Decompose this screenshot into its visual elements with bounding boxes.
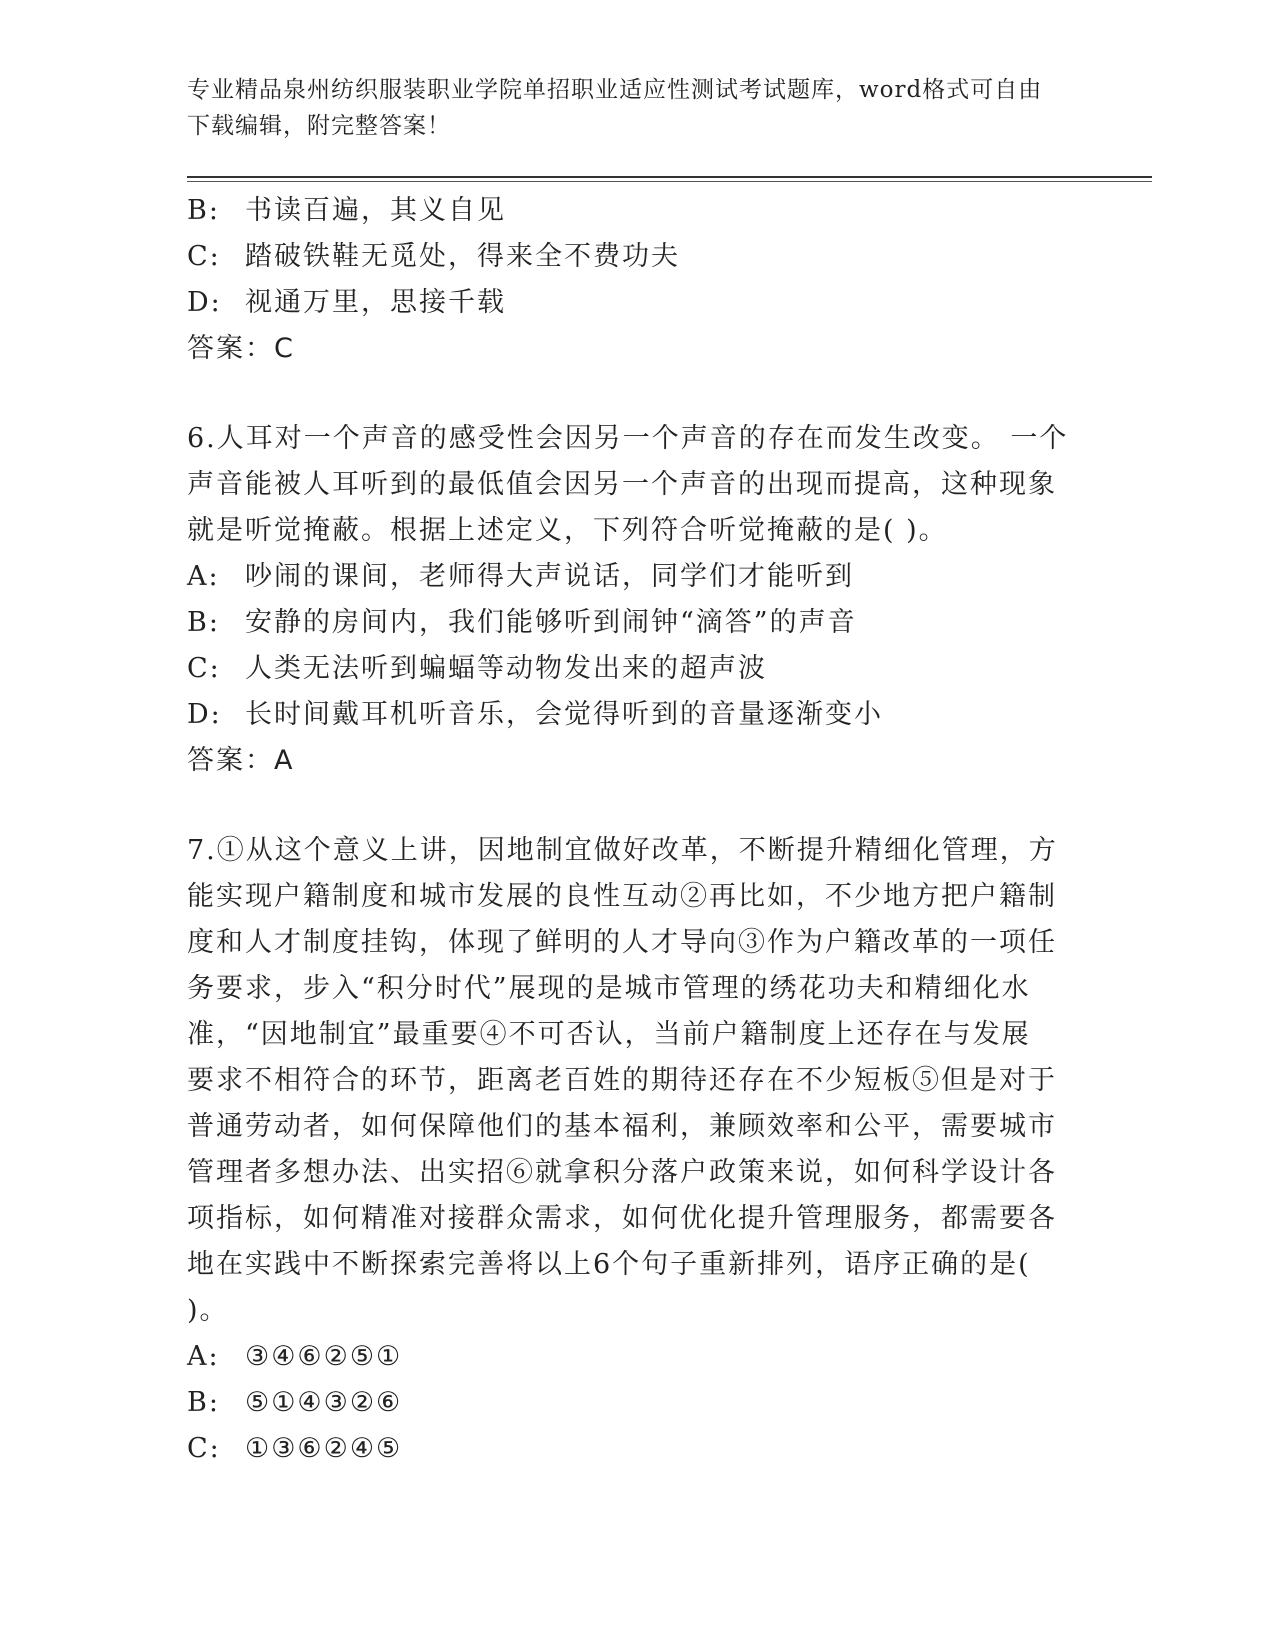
stem-line: 项指标，如何精准对接群众需求，如何优化提升管理服务，都需要各: [187, 1203, 1057, 1234]
option-text: 踏破铁鞋无觅处，得来全不费功夫: [245, 241, 680, 272]
option-d: [187, 280, 1087, 326]
stem-line: 务要求，步入“积分时代”展现的是城市管理的绣花功夫和精细化水: [187, 973, 1031, 1004]
stem-line: 就是听觉掩蔽。根据上述定义，下列符合听觉掩蔽的是( )。: [187, 515, 948, 546]
option-text: 安静的房间内，我们能够听到闹钟“滴答”的声音: [245, 607, 857, 638]
question-7: [187, 828, 1087, 1472]
header-divider-thin: [187, 181, 1152, 182]
stem-line: 6.人耳对一个声音的感受性会因另一个声音的存在而发生改变。 一个: [187, 423, 1069, 454]
stem-line: 能实现户籍制度和城市发展的良性互动②再比如，不少地方把户籍制: [187, 881, 1057, 912]
stem-line: 管理者多想办法、出实招⑥就拿积分落户政策来说，如何科学设计各: [187, 1157, 1057, 1188]
option-key: A:: [187, 561, 220, 592]
answer-line: 答案：C: [187, 333, 295, 364]
option-text: 长时间戴耳机听音乐，会觉得听到的音量逐渐变小: [245, 699, 883, 730]
option-a: [187, 554, 1087, 600]
spacer: [187, 784, 1087, 828]
question-5: [187, 188, 1087, 372]
stem-line: 要求不相符合的环节，距离老百姓的期待还存在不少短板⑤但是对于: [187, 1065, 1057, 1096]
answer-line: 答案：A: [187, 745, 295, 776]
stem-line: 地在实践中不断探索完善将以上6个句子重新排列，语序正确的是(: [187, 1249, 1031, 1280]
stem-line: )。: [187, 1295, 229, 1326]
option-key: C:: [187, 1433, 221, 1464]
option-a: [187, 1334, 1087, 1380]
option-key: C:: [187, 241, 221, 272]
option-key: B:: [187, 1387, 220, 1418]
stem-line: 准，“因地制宜”最重要④不可否认，当前户籍制度上还存在与发展: [187, 1019, 1031, 1050]
option-c: [187, 234, 1087, 280]
header-line-1: 专业精品泉州纺织服装职业学院单招职业适应性测试考试题库，word格式可自由: [187, 77, 1043, 103]
option-text: ⑤①④③②⑥: [245, 1387, 403, 1418]
option-b: [187, 188, 1087, 234]
option-d: [187, 692, 1087, 738]
option-text: 人类无法听到蝙蝠等动物发出来的超声波: [245, 653, 767, 684]
option-text: 视通万里，思接千载: [245, 287, 506, 318]
document-header: [187, 72, 1087, 144]
option-c: [187, 1426, 1087, 1472]
question-6: [187, 416, 1087, 784]
option-b: [187, 600, 1087, 646]
option-text: ①③⑥②④⑤: [245, 1433, 403, 1464]
header-line-2: 下载编辑，附完整答案！: [187, 113, 451, 139]
option-key: B:: [187, 195, 220, 226]
question-stem: [187, 416, 1087, 554]
option-key: C:: [187, 653, 221, 684]
option-b: [187, 1380, 1087, 1426]
option-c: [187, 646, 1087, 692]
question-stem: [187, 828, 1087, 1334]
option-key: D:: [187, 287, 222, 318]
stem-line: 7.①从这个意义上讲，因地制宜做好改革，不断提升精细化管理，方: [187, 835, 1058, 866]
option-key: A:: [187, 1341, 220, 1372]
stem-line: 度和人才制度挂钩，体现了鲜明的人才导向③作为户籍改革的一项任: [187, 927, 1057, 958]
stem-line: 声音能被人耳听到的最低值会因另一个声音的出现而提高，这种现象: [187, 469, 1057, 500]
spacer: [187, 372, 1087, 416]
option-key: D:: [187, 699, 222, 730]
document-body: [187, 188, 1087, 1472]
option-text: ③④⑥②⑤①: [245, 1341, 403, 1372]
option-text: 书读百遍，其义自见: [245, 195, 506, 226]
stem-line: 普通劳动者，如何保障他们的基本福利，兼顾效率和公平，需要城市: [187, 1111, 1057, 1142]
option-text: 吵闹的课间，老师得大声说话，同学们才能听到: [245, 561, 854, 592]
option-key: B:: [187, 607, 220, 638]
header-divider-thick: [187, 176, 1152, 178]
